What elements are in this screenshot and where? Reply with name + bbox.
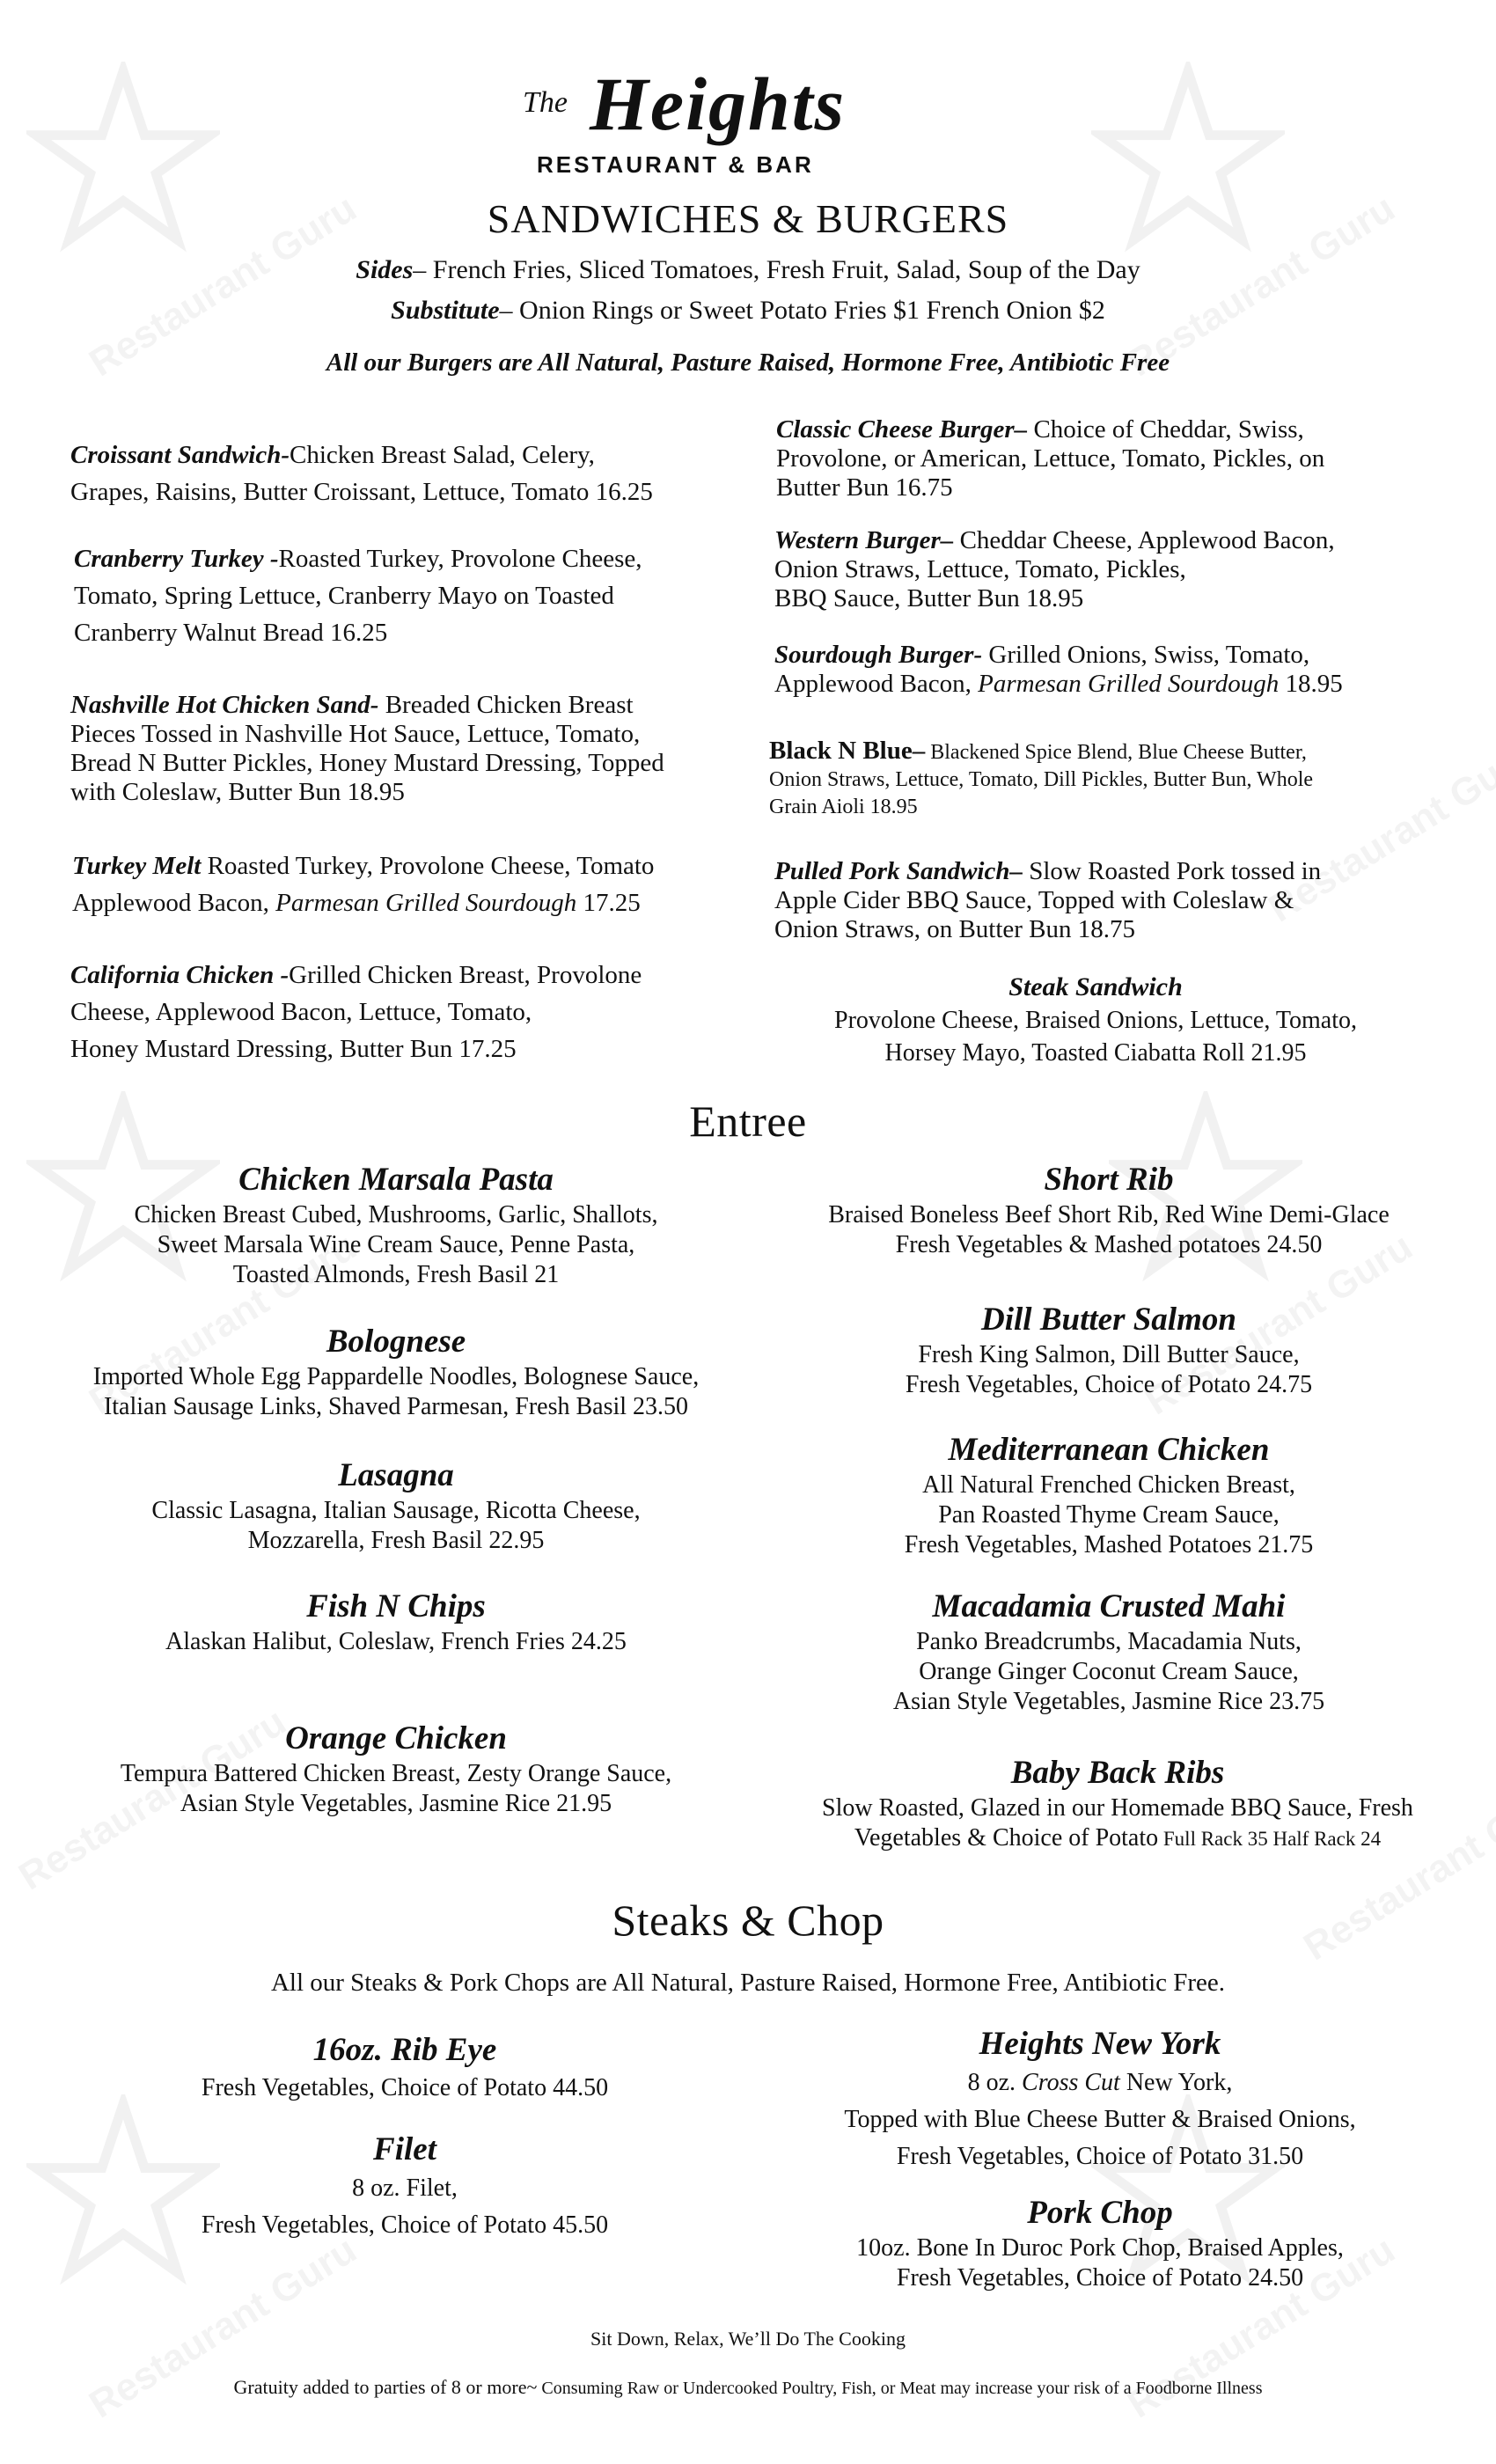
steaks-note: All our Steaks & Pork Chops are All Natural, Pasture Raised, Hormone Free, Antibiotic Free. — [270, 1969, 1226, 1997]
item-desc: Roasted Turkey, Provolone Cheese, — [278, 545, 642, 573]
item-desc: Fresh Vegetables, Choice of Potato 24.75 — [905, 1371, 1313, 1398]
steaks-title: Steaks & Chop — [612, 1896, 884, 1945]
item-name: Fish N Chips — [306, 1588, 486, 1624]
item-desc: Chicken Breast Cubed, Mushrooms, Garlic, Shallots, — [134, 1201, 658, 1228]
item-desc: Fresh King Salmon, Dill Butter Sauce, — [918, 1341, 1300, 1368]
item-desc: Pieces Tossed in Nashville Hot Sauce, Lettuce, Tomato, — [70, 720, 641, 748]
menu-item-lasagna — [35, 1456, 757, 1556]
menu-item-classic-cheese-burger — [776, 415, 1463, 502]
item-name: Nashville Hot Chicken Sand- — [70, 691, 379, 719]
menu-item-dill-butter-salmon — [757, 1300, 1461, 1400]
item-name: Classic Cheese Burger– — [776, 415, 1028, 444]
item-desc: Panko Breadcrumbs, Macadamia Nuts, — [916, 1628, 1302, 1655]
item-desc: 8 oz. Filet, — [352, 2174, 458, 2202]
item-price: 17.25 — [576, 889, 641, 917]
item-desc: Tempura Battered Chicken Breast, Zesty Orange Sauce, — [120, 1760, 672, 1787]
item-name: Bolognese — [326, 1324, 466, 1360]
item-name: Macadamia Crusted Mahi — [932, 1588, 1286, 1624]
menu-item-chicken-marsala-pasta — [35, 1160, 757, 1290]
sides-line — [0, 255, 1496, 285]
item-price: Full Rack 35 Half Rack 24 — [1158, 1828, 1382, 1850]
item-desc: Applewood Bacon, — [774, 670, 979, 698]
menu-item-rib-eye — [35, 2030, 774, 2106]
item-price: 18.95 — [1279, 670, 1343, 698]
menu-item-croissant-sandwich — [70, 436, 722, 510]
entree-title: Entree — [689, 1096, 807, 1146]
item-desc: Grilled Onions, Swiss, Tomato, — [982, 641, 1310, 669]
item-desc: Imported Whole Egg Pappardelle Noodles, Bolognese Sauce, — [92, 1363, 700, 1390]
item-desc: Provolone, or American, Lettuce, Tomato, Pickles, on — [776, 444, 1325, 473]
item-desc: Applewood Bacon, — [72, 889, 276, 917]
item-desc: Fresh Vegetables, Choice of Potato 44.50 — [201, 2074, 609, 2101]
item-desc: Alaskan Halibut, Coleslaw, French Fries 24.25 — [165, 1628, 627, 1655]
item-name: Western Burger– — [774, 526, 954, 554]
item-name: Mediterranean Chicken — [948, 1432, 1270, 1468]
item-desc: Fresh Vegetables & Mashed potatoes 24.50 — [895, 1231, 1323, 1258]
menu-item-cranberry-turkey — [74, 540, 725, 651]
item-name: Croissant Sandwich- — [70, 441, 290, 469]
substitute-label: Substitute — [391, 296, 500, 325]
item-desc-line — [757, 1823, 1478, 1854]
logo-the: The — [523, 86, 568, 119]
menu-item-pork-chop — [748, 2193, 1452, 2293]
item-desc: Chicken Breast Salad, Celery, — [290, 441, 595, 469]
item-desc: Breaded Chicken Breast — [378, 691, 634, 719]
menu-item-orange-chicken — [35, 1719, 757, 1819]
item-desc: Fresh Vegetables, Choice of Potato 24.50 — [896, 2264, 1304, 2292]
item-desc: New York, — [1119, 2069, 1233, 2096]
item-desc: Braised Boneless Beef Short Rib, Red Wine Demi-Glace — [828, 1201, 1390, 1228]
item-desc: Blackened Spice Blend, Blue Cheese Butter, — [925, 741, 1307, 764]
menu-item-filet — [35, 2130, 774, 2244]
item-desc: Provolone Cheese, Braised Onions, Lettuce, Tomato, — [834, 1007, 1357, 1034]
menu-item-bolognese — [35, 1322, 757, 1422]
burger-note: All our Burgers are All Natural, Pasture Raised, Hormone Free, Antibiotic Free — [326, 348, 1170, 377]
menu-item-black-n-blue — [769, 737, 1473, 821]
item-name: Black N Blue– — [769, 737, 926, 765]
menu-item-steak-sandwich — [766, 971, 1426, 1069]
item-desc: Grapes, Raisins, Butter Croissant, Lettuce, Tomato 16.25 — [70, 478, 653, 506]
item-name: Sourdough Burger- — [774, 641, 983, 669]
item-desc-italic: Parmesan Grilled Sourdough — [275, 889, 577, 917]
item-desc: 8 oz. — [967, 2069, 1023, 2096]
item-desc: with Coleslaw, Butter Bun 18.95 — [70, 778, 405, 806]
item-name: Steak Sandwich — [1008, 972, 1183, 1001]
sides-text: – French Fries, Sliced Tomatoes, Fresh Fruit, Salad, Soup of the Day — [413, 255, 1140, 284]
item-desc: Topped with Blue Cheese Butter & Braised Onions, — [844, 2106, 1356, 2133]
gratuity-note: Gratuity added to parties of 8 or more~ — [233, 2376, 538, 2398]
substitute-line — [0, 296, 1496, 326]
item-name: Heights New York — [979, 2026, 1221, 2062]
item-name: Pork Chop — [1027, 2195, 1173, 2231]
item-desc: Horsey Mayo, Toasted Ciabatta Roll 21.95 — [884, 1039, 1307, 1067]
item-name: Chicken Marsala Pasta — [238, 1162, 554, 1198]
menu-item-california-chicken — [70, 957, 739, 1067]
item-desc: Grain Aioli 18.95 — [769, 796, 918, 818]
menu-item-short-rib — [757, 1160, 1461, 1260]
sandwiches-title: SANDWICHES & BURGERS — [487, 196, 1009, 241]
menu-item-macadamia-crusted-mahi — [757, 1587, 1461, 1717]
footer-disclaimer — [0, 2376, 1496, 2399]
item-desc: Grilled Chicken Breast, Provolone — [289, 961, 642, 989]
item-desc: Fresh Vegetables, Choice of Potato 45.50 — [201, 2211, 609, 2239]
sides-label: Sides — [356, 255, 414, 284]
item-desc: Onion Straws, Lettuce, Tomato, Dill Pickles, Butter Bun, Whole — [769, 768, 1314, 791]
substitute-text: – Onion Rings or Sweet Potato Fries $1 French Onion $2 — [499, 296, 1105, 325]
menu-item-fish-n-chips — [35, 1587, 757, 1657]
footer-tagline: Sit Down, Relax, We’ll Do The Cooking — [590, 2328, 906, 2350]
item-desc: Bread N Butter Pickles, Honey Mustard Dressing, Topped — [70, 749, 664, 777]
item-name: Pulled Pork Sandwich– — [774, 857, 1023, 885]
item-desc: Slow Roasted, Glazed in our Homemade BBQ Sauce, Fresh — [822, 1794, 1413, 1822]
item-desc: Choice of Cheddar, Swiss, — [1027, 415, 1304, 444]
item-desc: Asian Style Vegetables, Jasmine Rice 23.75 — [892, 1688, 1325, 1715]
item-name: Short Rib — [1044, 1162, 1174, 1198]
item-desc: Onion Straws, on Butter Bun 18.75 — [774, 915, 1136, 943]
item-desc: Roasted Turkey, Provolone Cheese, Tomato — [201, 852, 655, 880]
item-desc: Slow Roasted Pork tossed in — [1023, 857, 1322, 885]
item-desc: Italian Sausage Links, Shaved Parmesan, Fresh Basil 23.50 — [103, 1393, 689, 1420]
item-name: California Chicken - — [70, 961, 290, 989]
menu-item-western-burger — [774, 526, 1461, 613]
item-desc: Pan Roasted Thyme Cream Sauce, — [938, 1501, 1280, 1529]
logo-heights: Heights — [590, 62, 847, 146]
item-desc: Toasted Almonds, Fresh Basil 21 — [232, 1261, 560, 1288]
item-desc: Onion Straws, Lettuce, Tomato, Pickles, — [774, 555, 1186, 583]
item-name: Turkey Melt — [72, 852, 202, 880]
restaurant-logo — [519, 62, 977, 185]
item-name: 16oz. Rib Eye — [312, 2032, 497, 2068]
menu-item-turkey-melt — [72, 847, 741, 921]
item-desc: BBQ Sauce, Butter Bun 18.95 — [774, 584, 1084, 612]
menu-item-pulled-pork-sandwich — [774, 857, 1461, 944]
logo-subtitle: RESTAURANT & BAR — [537, 151, 814, 178]
menu-item-nashville-hot-chicken — [70, 691, 739, 807]
item-name: Filet — [373, 2131, 436, 2167]
item-desc: Asian Style Vegetables, Jasmine Rice 21.95 — [180, 1790, 612, 1817]
item-desc: Honey Mustard Dressing, Butter Bun 17.25 — [70, 1035, 517, 1063]
foodborne-warning: Consuming Raw or Undercooked Poultry, Fish, or Meat may increase your risk of a Foodborne Illness — [537, 2379, 1263, 2398]
item-desc: Cheddar Cheese, Applewood Bacon, — [953, 526, 1335, 554]
item-name: Lasagna — [338, 1457, 454, 1493]
item-desc: All Natural Frenched Chicken Breast, — [922, 1471, 1295, 1499]
item-name: Dill Butter Salmon — [981, 1302, 1236, 1338]
item-desc-line — [748, 2064, 1452, 2101]
menu-item-mediterranean-chicken — [757, 1430, 1461, 1560]
item-desc: 10oz. Bone In Duroc Pork Chop, Braised Apples, — [856, 2234, 1344, 2262]
item-desc: Cranberry Walnut Bread 16.25 — [74, 619, 388, 647]
item-desc: Fresh Vegetables, Choice of Potato 31.50 — [896, 2143, 1304, 2170]
menu-item-baby-back-ribs — [757, 1753, 1478, 1854]
item-desc: Vegetables & Choice of Potato — [854, 1824, 1159, 1852]
menu-item-heights-new-york — [748, 2024, 1452, 2175]
item-desc-italic: Parmesan Grilled Sourdough — [978, 670, 1280, 698]
menu-item-sourdough-burger — [774, 641, 1461, 699]
item-desc-italic: Cross Cut — [1022, 2069, 1120, 2096]
item-desc: Tomato, Spring Lettuce, Cranberry Mayo on Toasted — [74, 582, 614, 610]
item-desc: Classic Lasagna, Italian Sausage, Ricotta Cheese, — [151, 1497, 641, 1524]
item-name: Orange Chicken — [285, 1720, 507, 1756]
item-desc: Orange Ginger Coconut Cream Sauce, — [919, 1658, 1299, 1685]
item-name: Cranberry Turkey - — [74, 545, 279, 573]
item-desc: Butter Bun 16.75 — [776, 473, 953, 502]
item-desc: Fresh Vegetables, Mashed Potatoes 21.75 — [904, 1531, 1314, 1558]
item-desc: Mozzarella, Fresh Basil 22.95 — [247, 1527, 545, 1554]
item-desc: Sweet Marsala Wine Cream Sauce, Penne Pasta, — [157, 1231, 635, 1258]
item-desc: Apple Cider BBQ Sauce, Topped with Coleslaw & — [774, 886, 1294, 914]
item-desc: Cheese, Applewood Bacon, Lettuce, Tomato, — [70, 998, 532, 1026]
item-name: Baby Back Ribs — [1010, 1755, 1225, 1791]
